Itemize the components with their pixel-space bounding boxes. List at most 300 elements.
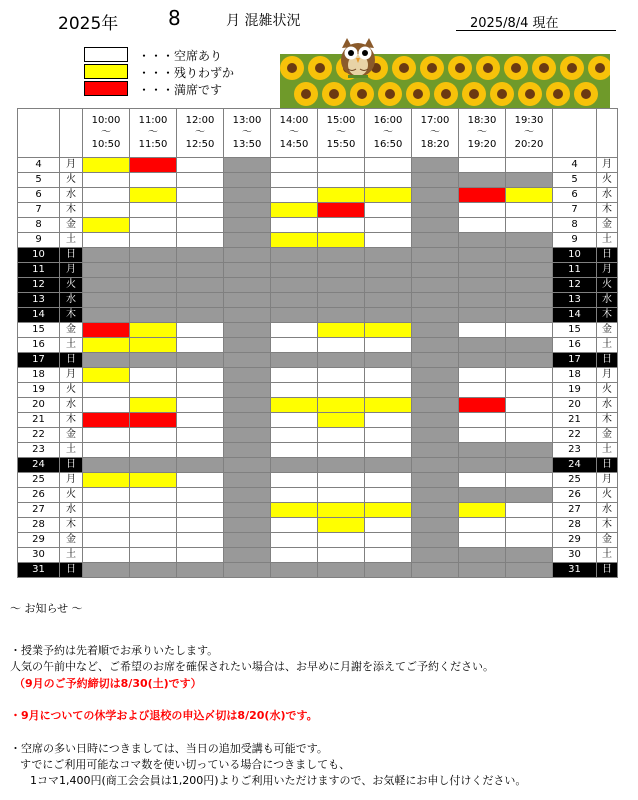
availability-cell <box>506 368 553 383</box>
day-number: 14 <box>18 308 60 323</box>
availability-cell <box>271 413 318 428</box>
availability-cell <box>83 488 130 503</box>
day-number: 31 <box>18 563 60 578</box>
availability-cell <box>459 458 506 473</box>
availability-cell <box>224 158 271 173</box>
availability-cell <box>83 173 130 188</box>
day-number: 27 <box>18 503 60 518</box>
availability-cell <box>365 518 412 533</box>
availability-cell <box>365 218 412 233</box>
day-number: 24 <box>18 458 60 473</box>
day-row <box>18 488 618 503</box>
day-number: 16 <box>18 338 60 353</box>
availability-cell <box>365 293 412 308</box>
availability-cell <box>83 503 130 518</box>
availability-cell <box>130 353 177 368</box>
availability-cell <box>318 533 365 548</box>
availability-cell <box>459 548 506 563</box>
availability-cell <box>506 248 553 263</box>
availability-cell <box>83 158 130 173</box>
day-number: 30 <box>553 548 597 563</box>
sunflower-icon <box>546 82 570 106</box>
availability-cell <box>83 368 130 383</box>
availability-cell <box>459 383 506 398</box>
timeslot-end: 19:20 <box>467 139 497 150</box>
availability-cell <box>412 518 459 533</box>
timeslot-header <box>365 109 412 158</box>
availability-cell <box>271 338 318 353</box>
availability-cell <box>318 248 365 263</box>
timeslot-sep: ～ <box>148 127 158 138</box>
availability-cell <box>130 503 177 518</box>
day-number: 4 <box>18 158 60 173</box>
day-of-week: 月 <box>60 158 83 173</box>
day-number: 12 <box>18 278 60 293</box>
day-of-week: 水 <box>60 188 83 203</box>
day-of-week: 日 <box>60 248 83 263</box>
timeslot-sep: ～ <box>289 127 299 138</box>
availability-cell <box>318 233 365 248</box>
availability-cell <box>177 443 224 458</box>
availability-cell <box>271 278 318 293</box>
availability-cell <box>459 368 506 383</box>
availability-cell <box>177 188 224 203</box>
day-number: 19 <box>18 383 60 398</box>
availability-cell <box>365 308 412 323</box>
day-row <box>18 428 618 443</box>
availability-cell <box>506 188 553 203</box>
legend-swatch-few-left <box>84 64 128 79</box>
day-number: 8 <box>18 218 60 233</box>
availability-cell <box>412 248 459 263</box>
day-row <box>18 218 618 233</box>
day-number: 29 <box>18 533 60 548</box>
day-number: 4 <box>553 158 597 173</box>
availability-cell <box>506 263 553 278</box>
availability-cell <box>365 563 412 578</box>
availability-cell <box>83 473 130 488</box>
day-number: 22 <box>553 428 597 443</box>
availability-cell <box>130 368 177 383</box>
availability-cell <box>365 443 412 458</box>
sunflower-icon <box>504 56 528 80</box>
availability-cell <box>83 443 130 458</box>
availability-cell <box>224 233 271 248</box>
day-row <box>18 413 618 428</box>
day-row <box>18 503 618 518</box>
availability-cell <box>365 188 412 203</box>
availability-cell <box>224 428 271 443</box>
day-row <box>18 263 618 278</box>
availability-cell <box>271 503 318 518</box>
sunflower-icon <box>476 56 500 80</box>
timeslot-header <box>506 109 553 158</box>
availability-cell <box>271 368 318 383</box>
availability-cell <box>177 308 224 323</box>
availability-cell <box>177 458 224 473</box>
availability-cell <box>271 473 318 488</box>
sunflower-icon <box>406 82 430 106</box>
availability-cell <box>412 398 459 413</box>
timeslot-start: 19:30 <box>514 115 544 126</box>
day-of-week: 木 <box>597 203 618 218</box>
availability-cell <box>83 263 130 278</box>
day-of-week: 火 <box>60 383 83 398</box>
timeslot-end: 15:50 <box>326 139 356 150</box>
as-of-date: 2025/8/4 現在 <box>470 16 559 31</box>
availability-cell <box>459 263 506 278</box>
availability-cell <box>365 383 412 398</box>
availability-cell <box>506 398 553 413</box>
legend-swatch-available <box>84 47 128 62</box>
availability-cell <box>224 548 271 563</box>
availability-cell <box>271 518 318 533</box>
availability-cell <box>177 533 224 548</box>
availability-cell <box>224 293 271 308</box>
day-of-week: 火 <box>597 278 618 293</box>
day-number: 25 <box>553 473 597 488</box>
availability-cell <box>365 413 412 428</box>
availability-cell <box>365 533 412 548</box>
sunflower-icon <box>518 82 542 106</box>
availability-cell <box>506 503 553 518</box>
availability-cell <box>130 473 177 488</box>
availability-cell <box>318 278 365 293</box>
availability-cell <box>506 488 553 503</box>
day-row <box>18 458 618 473</box>
day-number: 21 <box>18 413 60 428</box>
availability-cell <box>412 548 459 563</box>
availability-cell <box>224 248 271 263</box>
availability-cell <box>224 353 271 368</box>
day-number: 6 <box>553 188 597 203</box>
availability-cell <box>130 308 177 323</box>
day-row <box>18 368 618 383</box>
day-row <box>18 563 618 578</box>
sunflower-icon <box>532 56 556 80</box>
sunflower-icon <box>560 56 584 80</box>
availability-cell <box>459 338 506 353</box>
availability-cell <box>224 173 271 188</box>
availability-cell <box>177 518 224 533</box>
day-number: 23 <box>553 443 597 458</box>
timeslot-start: 17:00 <box>420 115 450 126</box>
timeslot-header <box>271 109 318 158</box>
availability-cell <box>177 263 224 278</box>
timeslot-sep: ～ <box>524 127 534 138</box>
availability-cell <box>130 158 177 173</box>
availability-cell <box>224 338 271 353</box>
availability-cell <box>177 488 224 503</box>
availability-cell <box>224 188 271 203</box>
availability-cell <box>318 203 365 218</box>
availability-cell <box>412 533 459 548</box>
availability-cell <box>130 413 177 428</box>
availability-cell <box>224 488 271 503</box>
availability-cell <box>130 428 177 443</box>
availability-cell <box>506 563 553 578</box>
day-of-week: 火 <box>60 488 83 503</box>
day-of-week: 金 <box>60 323 83 338</box>
day-of-week: 木 <box>60 518 83 533</box>
availability-cell <box>177 323 224 338</box>
availability-cell <box>177 383 224 398</box>
availability-cell <box>130 203 177 218</box>
day-row <box>18 398 618 413</box>
day-number: 19 <box>553 383 597 398</box>
sunflower-icon <box>490 82 514 106</box>
day-number: 25 <box>18 473 60 488</box>
availability-cell <box>177 353 224 368</box>
day-of-week: 木 <box>60 203 83 218</box>
availability-cell <box>130 383 177 398</box>
availability-cell <box>224 263 271 278</box>
availability-cell <box>271 323 318 338</box>
availability-cell <box>412 188 459 203</box>
availability-cell <box>83 548 130 563</box>
availability-cell <box>318 413 365 428</box>
availability-cell <box>506 218 553 233</box>
availability-cell <box>83 428 130 443</box>
timeslot-header <box>459 109 506 158</box>
sunflower-icon <box>448 56 472 80</box>
legend-label-available: ・・・空席あり <box>138 49 223 63</box>
day-number: 20 <box>553 398 597 413</box>
day-number: 17 <box>553 353 597 368</box>
availability-cell <box>318 503 365 518</box>
timeslot-header-row <box>18 109 618 158</box>
legend-label-full: ・・・満席です <box>138 83 223 97</box>
availability-cell <box>83 383 130 398</box>
availability-cell <box>506 308 553 323</box>
availability-cell <box>365 473 412 488</box>
availability-cell <box>365 428 412 443</box>
day-of-week: 月 <box>597 368 618 383</box>
availability-cell <box>318 458 365 473</box>
sunflower-icon <box>420 56 444 80</box>
day-number: 6 <box>18 188 60 203</box>
availability-cell <box>130 188 177 203</box>
day-of-week: 日 <box>597 353 618 368</box>
availability-cell <box>365 398 412 413</box>
sunflower-banner-image <box>280 54 610 108</box>
day-number: 27 <box>553 503 597 518</box>
availability-cell <box>271 443 318 458</box>
sunflower-icon <box>392 56 416 80</box>
legend-swatch-full <box>84 81 128 96</box>
availability-cell <box>224 413 271 428</box>
availability-cell <box>271 383 318 398</box>
availability-cell <box>412 308 459 323</box>
day-row <box>18 293 618 308</box>
as-of-underline <box>456 30 616 31</box>
availability-cell <box>130 488 177 503</box>
timeslot-end: 10:50 <box>91 139 121 150</box>
availability-cell <box>459 563 506 578</box>
day-of-week: 木 <box>597 308 618 323</box>
availability-cell <box>224 533 271 548</box>
availability-cell <box>318 383 365 398</box>
availability-cell <box>318 323 365 338</box>
notice-line: 1コマ1,400円(商工会会員は1,200円)よりご利用いただけますので、お気軽にお申し付けください。 <box>30 774 527 787</box>
day-of-week: 木 <box>60 308 83 323</box>
availability-cell <box>412 203 459 218</box>
availability-cell <box>177 398 224 413</box>
day-of-week: 日 <box>597 458 618 473</box>
timeslot-header <box>177 109 224 158</box>
availability-cell <box>177 173 224 188</box>
day-number: 29 <box>553 533 597 548</box>
day-of-week: 火 <box>597 383 618 398</box>
availability-cell <box>224 323 271 338</box>
availability-cell <box>412 458 459 473</box>
header-blank <box>60 109 83 158</box>
day-of-week: 水 <box>597 293 618 308</box>
availability-cell <box>318 398 365 413</box>
availability-cell <box>271 533 318 548</box>
availability-cell <box>130 233 177 248</box>
availability-cell <box>459 518 506 533</box>
day-of-week: 月 <box>597 473 618 488</box>
day-of-week: 日 <box>60 353 83 368</box>
day-row <box>18 278 618 293</box>
day-number: 10 <box>18 248 60 263</box>
availability-cell <box>412 473 459 488</box>
availability-cell <box>271 263 318 278</box>
sunflower-icon <box>350 82 374 106</box>
availability-cell <box>271 233 318 248</box>
availability-cell <box>224 503 271 518</box>
availability-cell <box>459 308 506 323</box>
day-number: 30 <box>18 548 60 563</box>
availability-cell <box>271 488 318 503</box>
day-number: 7 <box>553 203 597 218</box>
availability-cell <box>318 263 365 278</box>
availability-cell <box>177 368 224 383</box>
availability-cell <box>177 338 224 353</box>
availability-cell <box>506 323 553 338</box>
availability-cell <box>506 203 553 218</box>
day-row <box>18 308 618 323</box>
availability-cell <box>271 203 318 218</box>
availability-cell <box>224 368 271 383</box>
sunflower-icon <box>308 56 332 80</box>
timeslot-sep: ～ <box>383 127 393 138</box>
day-of-week: 木 <box>597 413 618 428</box>
day-of-week: 金 <box>60 218 83 233</box>
timeslot-end: 18:20 <box>420 139 450 150</box>
day-number: 26 <box>553 488 597 503</box>
availability-cell <box>365 503 412 518</box>
availability-cell <box>177 278 224 293</box>
availability-cell <box>271 428 318 443</box>
availability-cell <box>271 158 318 173</box>
availability-cell <box>177 473 224 488</box>
availability-cell <box>130 263 177 278</box>
availability-cell <box>130 458 177 473</box>
day-of-week: 水 <box>60 293 83 308</box>
availability-cell <box>459 323 506 338</box>
day-number: 13 <box>18 293 60 308</box>
availability-cell <box>459 488 506 503</box>
availability-cell <box>83 233 130 248</box>
availability-cell <box>83 293 130 308</box>
availability-cell <box>459 503 506 518</box>
day-of-week: 月 <box>60 473 83 488</box>
day-row <box>18 203 618 218</box>
day-row <box>18 158 618 173</box>
availability-cell <box>412 563 459 578</box>
sunflower-icon <box>378 82 402 106</box>
availability-cell <box>224 563 271 578</box>
availability-cell <box>224 443 271 458</box>
day-number: 28 <box>18 518 60 533</box>
availability-cell <box>271 293 318 308</box>
availability-cell <box>365 548 412 563</box>
availability-cell <box>130 323 177 338</box>
day-number: 21 <box>553 413 597 428</box>
day-row <box>18 338 618 353</box>
availability-cell <box>83 353 130 368</box>
availability-cell <box>83 398 130 413</box>
availability-cell <box>130 548 177 563</box>
availability-cell <box>177 218 224 233</box>
availability-cell <box>318 548 365 563</box>
availability-cell <box>506 338 553 353</box>
availability-cell <box>459 398 506 413</box>
availability-cell <box>318 218 365 233</box>
timeslot-start: 18:30 <box>467 115 497 126</box>
availability-cell <box>459 188 506 203</box>
availability-cell <box>177 293 224 308</box>
availability-cell <box>130 563 177 578</box>
day-of-week: 月 <box>60 263 83 278</box>
day-number: 15 <box>553 323 597 338</box>
availability-cell <box>271 188 318 203</box>
availability-cell <box>506 413 553 428</box>
timeslot-start: 14:00 <box>279 115 309 126</box>
day-row <box>18 548 618 563</box>
day-number: 22 <box>18 428 60 443</box>
availability-cell <box>412 413 459 428</box>
day-number: 5 <box>18 173 60 188</box>
day-of-week: 土 <box>597 233 618 248</box>
availability-cell <box>506 518 553 533</box>
availability-cell <box>459 218 506 233</box>
availability-cell <box>318 158 365 173</box>
day-of-week: 土 <box>597 548 618 563</box>
day-of-week: 水 <box>597 398 618 413</box>
day-number: 5 <box>553 173 597 188</box>
timeslot-start: 15:00 <box>326 115 356 126</box>
day-of-week: 水 <box>597 188 618 203</box>
availability-cell <box>365 338 412 353</box>
day-row <box>18 353 618 368</box>
availability-cell <box>271 398 318 413</box>
availability-cell <box>177 413 224 428</box>
day-of-week: 金 <box>60 428 83 443</box>
day-number: 10 <box>553 248 597 263</box>
day-row <box>18 248 618 263</box>
availability-cell <box>224 473 271 488</box>
notice-line: すでにご利用可能なコマ数を使い切っている場合につきましても、 <box>20 758 351 771</box>
availability-cell <box>224 458 271 473</box>
timeslot-end: 11:50 <box>138 139 168 150</box>
day-of-week: 火 <box>597 488 618 503</box>
sunflower-icon <box>294 82 318 106</box>
availability-cell <box>318 188 365 203</box>
availability-cell <box>506 533 553 548</box>
